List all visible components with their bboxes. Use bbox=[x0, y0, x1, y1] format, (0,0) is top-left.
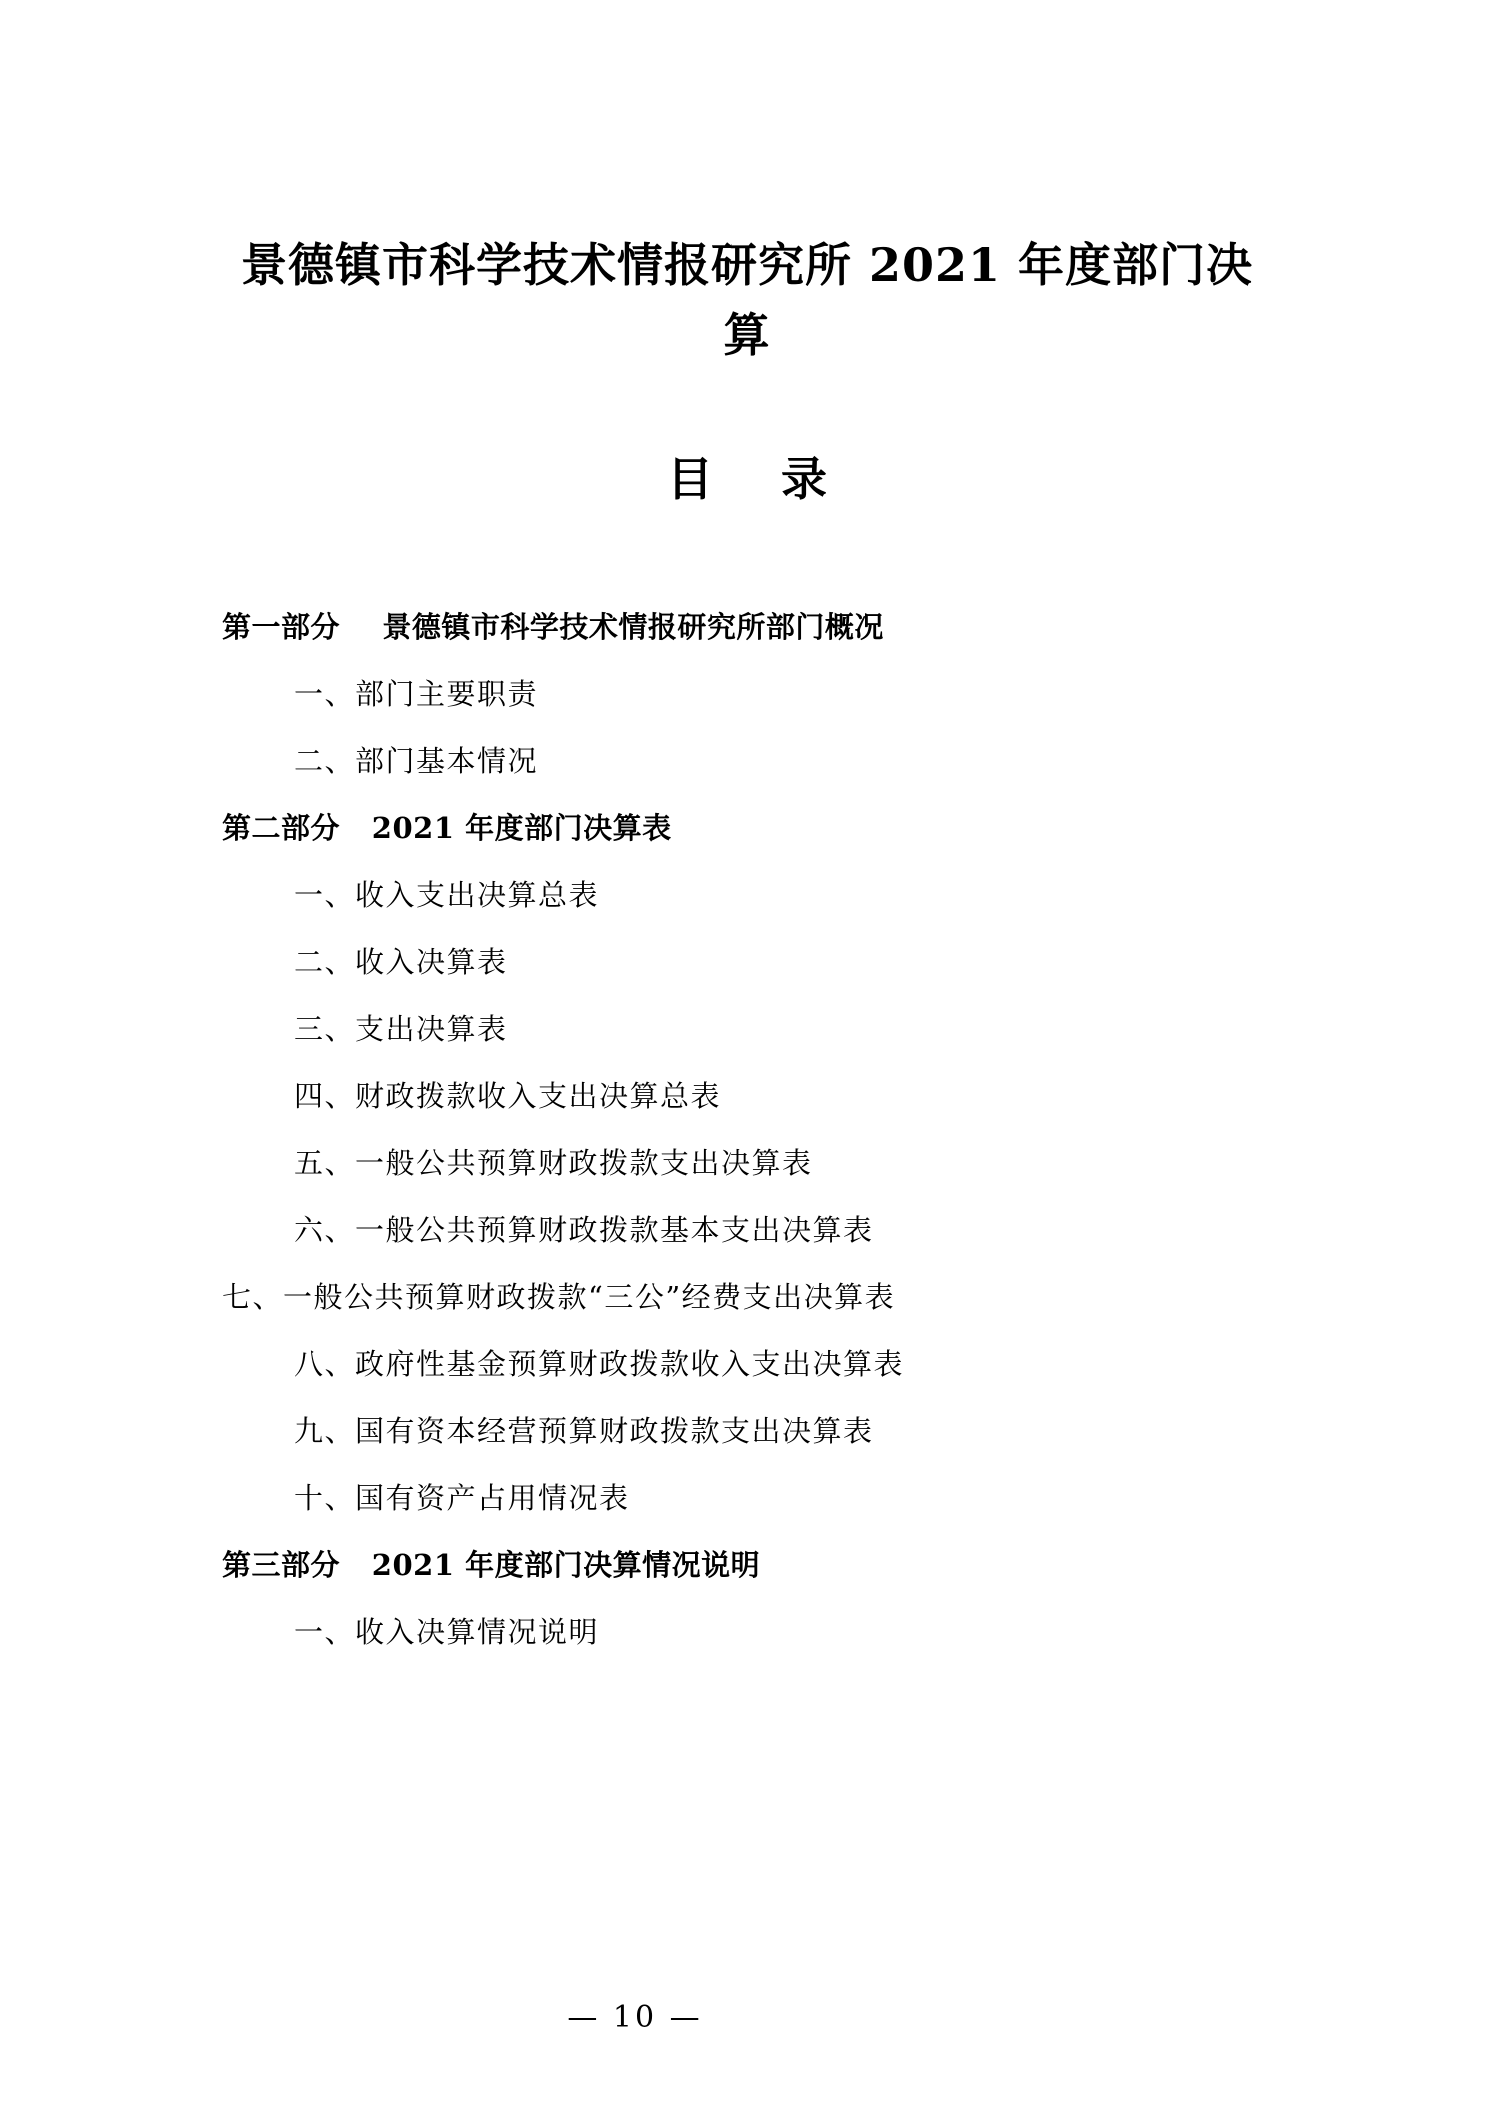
toc-entry: 一、收入支出决算总表 bbox=[294, 878, 600, 912]
toc-part-3: 第三部分 2021 年度部门决算情况说明 bbox=[222, 1548, 761, 1582]
page-title: 景德镇市科学技术情报研究所 2021 年度部门决算 bbox=[240, 238, 1254, 362]
page-number: — 10 — bbox=[567, 2000, 703, 2035]
toc-entry: 三、支出决算表 bbox=[294, 1012, 508, 1046]
page-content bbox=[222, 0, 1272, 1666]
toc-heading: 目 录 bbox=[666, 452, 853, 506]
toc-entry: 四、财政拨款收入支出决算总表 bbox=[294, 1079, 722, 1113]
toc-entry: 九、国有资本经营预算财政拨款支出决算表 bbox=[294, 1414, 874, 1448]
toc-entry: 二、部门基本情况 bbox=[294, 744, 539, 778]
toc-entry: 八、政府性基金预算财政拨款收入支出决算表 bbox=[294, 1347, 905, 1381]
toc-list bbox=[222, 594, 1272, 1666]
toc-part-1: 第一部分 景德镇市科学技术情报研究所部门概况 bbox=[222, 610, 884, 644]
toc-entry: 一、部门主要职责 bbox=[294, 677, 539, 711]
toc-entry: 一、收入决算情况说明 bbox=[294, 1615, 600, 1649]
toc-entry: 七、一般公共预算财政拨款“三公”经费支出决算表 bbox=[222, 1280, 896, 1314]
toc-entry: 二、收入决算表 bbox=[294, 945, 508, 979]
toc-entry: 六、一般公共预算财政拨款基本支出决算表 bbox=[294, 1213, 874, 1247]
toc-entry: 五、一般公共预算财政拨款支出决算表 bbox=[294, 1146, 813, 1180]
toc-entry: 十、国有资产占用情况表 bbox=[294, 1481, 630, 1515]
toc-part-2: 第二部分 2021 年度部门决算表 bbox=[222, 811, 672, 845]
